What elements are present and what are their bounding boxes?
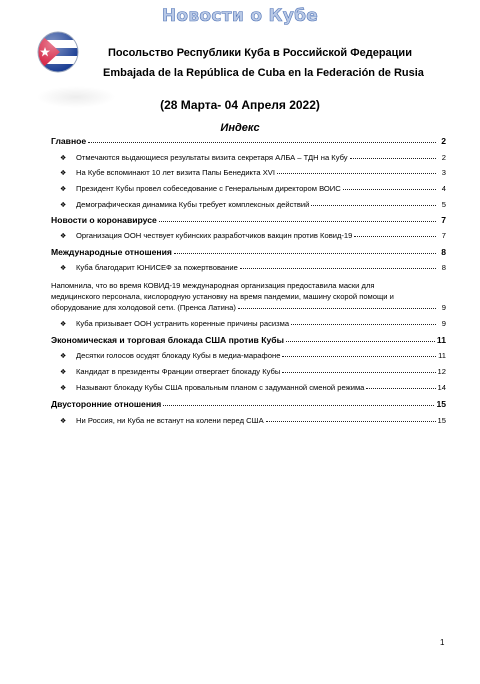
diamond-bullet-icon: ❖ — [60, 368, 67, 376]
diamond-bullet-icon: ❖ — [60, 185, 67, 193]
toc-item[interactable] — [51, 168, 446, 178]
note-last-line — [51, 302, 446, 313]
diamond-bullet-icon: ❖ — [60, 417, 67, 425]
toc-section-bilateral[interactable] — [51, 399, 446, 409]
toc-title: Организация ООН чествует кубинских разработчиков вакцин против Ковид-19 — [76, 231, 353, 240]
toc-title: Демографическая динамика Кубы требует комплексных действий — [76, 200, 310, 209]
toc-title: Новости о коронавирусе — [51, 215, 157, 225]
note-line: медицинского персонала, кислородную установку на время пандемии, машину скорой помощи и — [51, 292, 394, 301]
toc-note[interactable] — [51, 280, 446, 313]
diamond-bullet-icon: ❖ — [60, 232, 67, 240]
toc-title: Кандидат в президенты Франции отвергает блокаду Кубы — [76, 367, 281, 376]
toc-section-coronavirus[interactable] — [51, 215, 446, 225]
embassy-name-ru: Посольство Республики Куба в Российской Федерации — [108, 47, 412, 59]
dot-leader — [277, 167, 436, 174]
toc-title: Отмечаются выдающиеся результаты визита секретаря АЛБА – ТДН на Кубу — [76, 153, 348, 162]
dot-leader — [266, 415, 436, 422]
diamond-bullet-icon: ❖ — [60, 264, 67, 272]
toc-page: 7 — [441, 231, 446, 240]
note-line: Напомнила, что во время КОВИД-19 международная организация предоставила маски для — [51, 281, 375, 290]
dot-leader — [163, 399, 434, 406]
diamond-bullet-icon: ❖ — [60, 384, 67, 392]
dot-leader — [366, 382, 435, 389]
embassy-name-es: Embajada de la República de Cuba en la Federación de Rusia — [103, 67, 424, 79]
toc-title: Называют блокаду Кубы США провальным планом с задуманной сменой режима — [76, 383, 365, 392]
cuba-flag-emblem-icon — [36, 30, 80, 74]
toc-title: Десятки голосов осудят блокаду Кубы в медиа-марафоне — [76, 351, 281, 360]
dot-leader — [343, 183, 436, 190]
toc-page: 14 — [437, 383, 446, 392]
diamond-bullet-icon: ❖ — [60, 352, 67, 360]
diamond-bullet-icon: ❖ — [60, 320, 67, 328]
dot-leader — [159, 215, 436, 222]
diamond-bullet-icon: ❖ — [60, 201, 67, 209]
toc-page: 5 — [441, 200, 446, 209]
toc-page: 2 — [441, 153, 446, 162]
dot-leader — [238, 302, 436, 309]
dot-leader — [282, 350, 436, 357]
dot-leader — [291, 318, 436, 325]
toc-page: 4 — [441, 184, 446, 193]
toc-title: Куба призывает ООН устранить коренные причины расизма — [76, 319, 290, 328]
masthead-title: Новости о Кубе — [161, 6, 319, 26]
toc-page: 2 — [441, 136, 446, 146]
toc-item[interactable] — [51, 153, 446, 163]
dot-leader — [286, 335, 435, 342]
toc-item[interactable] — [51, 367, 446, 377]
toc-page: 15 — [436, 399, 446, 409]
toc-item[interactable] — [51, 263, 446, 273]
toc-item[interactable] — [51, 351, 446, 361]
toc-page: 7 — [441, 215, 446, 225]
toc-page: 11 — [436, 335, 446, 345]
dot-leader — [88, 136, 436, 143]
toc-page: 15 — [437, 416, 446, 425]
toc-title: На Кубе вспоминают 10 лет визита Папы Бенедикта XVI — [76, 168, 275, 177]
toc-title: Двусторонние отношения — [51, 399, 162, 409]
toc-section-blockade[interactable] — [51, 335, 446, 345]
note-line: оборудование для холодовой сети. (Пренса Латина) — [51, 303, 236, 312]
toc-item[interactable] — [51, 200, 446, 210]
diamond-bullet-icon: ❖ — [60, 154, 67, 162]
date-range: (28 Марта- 04 Апреля 2022) — [160, 98, 320, 112]
toc-title: Ни Россия, ни Куба не встанут на колени перед США — [76, 416, 264, 425]
toc-page: 8 — [441, 247, 446, 257]
toc-page: 3 — [441, 168, 446, 177]
toc-section-international[interactable] — [51, 247, 446, 257]
toc-page: 9 — [441, 319, 446, 328]
toc-item[interactable] — [51, 416, 446, 426]
toc-title: Главное — [51, 136, 87, 146]
toc-item[interactable] — [51, 184, 446, 194]
toc-title: Экономическая и торговая блокада США против Кубы — [51, 335, 284, 345]
dot-leader — [354, 230, 436, 237]
toc-item[interactable] — [51, 319, 446, 329]
page-number: 1 — [440, 638, 445, 647]
index-title: Индекс — [220, 122, 260, 134]
dot-leader — [240, 262, 436, 269]
toc-item[interactable] — [51, 231, 446, 241]
toc-title: Куба благодарит ЮНИСЕФ за пожертвование — [76, 263, 238, 272]
dot-leader — [350, 152, 436, 159]
dot-leader — [174, 247, 436, 254]
diamond-bullet-icon: ❖ — [60, 169, 67, 177]
toc-title: Президент Кубы провел собеседование с Генеральным директором ВОИС — [76, 184, 341, 193]
toc-title: Международные отношения — [51, 247, 172, 257]
dot-leader — [311, 199, 436, 206]
toc-page: 12 — [437, 367, 446, 376]
toc-section-main[interactable] — [51, 136, 446, 146]
toc-page: 11 — [438, 351, 446, 360]
dot-leader — [282, 366, 435, 373]
toc-page: 9 — [441, 303, 446, 312]
toc-item[interactable] — [51, 383, 446, 393]
toc-page: 8 — [441, 263, 446, 272]
